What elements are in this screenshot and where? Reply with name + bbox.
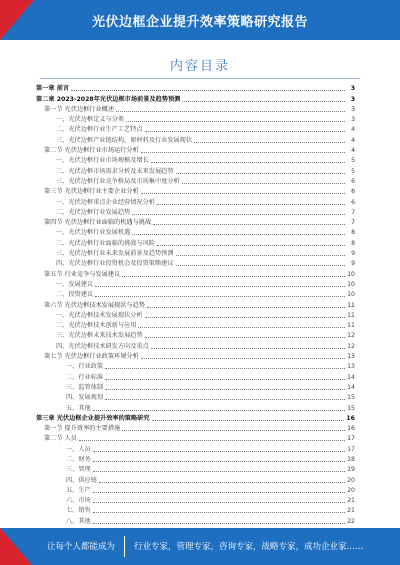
toc-entry-label: 三、光伏边框行业竞争格局及市场集中度分析 (56, 177, 180, 185)
toc-entry[interactable] (36, 464, 355, 474)
toc-entry-page: 6 (351, 188, 355, 196)
toc-entry[interactable] (36, 165, 355, 175)
toc-leader-dots (93, 522, 345, 524)
toc-entry-label: 二、财务 (66, 455, 91, 463)
toc-entry-label: 二、光伏边框行业面临的挑战与风险 (56, 239, 155, 247)
toc-entry-page: 10 (347, 280, 355, 288)
toc-entry-label: 一、光伏边框行业市场规模及增长 (56, 157, 149, 165)
toc-entry-label: 第五节 行业竞争与发展建议 (44, 270, 121, 278)
toc-entry-label: 第一节 光伏边框行业概述 (44, 105, 115, 113)
toc-entry-page: 19 (347, 466, 355, 474)
toc-leader-dots (116, 110, 345, 112)
toc-leader-dots (182, 100, 345, 102)
toc-entry[interactable] (36, 207, 355, 217)
toc-entry-label: 二、光伏边框技术创新与应用 (56, 322, 137, 330)
toc-entry[interactable] (36, 320, 355, 330)
toc-entry-page: 8 (351, 239, 355, 247)
toc-entry-page: 3 (350, 85, 355, 93)
toc-leader-dots (95, 285, 345, 287)
toc-entry-label: 第一章 前言 (36, 85, 70, 93)
toc-entry[interactable] (36, 134, 355, 144)
toc-entry-page: 3 (350, 95, 355, 103)
toc-leader-dots (141, 357, 345, 359)
toc-entry[interactable] (36, 382, 355, 392)
toc-leader-dots (157, 244, 345, 246)
toc-entry[interactable] (36, 474, 355, 484)
toc-entry[interactable] (36, 485, 355, 495)
toc-entry[interactable] (36, 423, 355, 433)
toc-leader-dots (93, 491, 345, 493)
toc-entry[interactable] (36, 299, 355, 309)
toc-entry-page: 22 (347, 517, 355, 525)
toc-entry[interactable] (36, 371, 355, 381)
toc-leader-dots (176, 254, 345, 256)
toc-entry-page: 21 (347, 497, 355, 505)
toc-entry-label: 六、市场 (66, 497, 91, 505)
toc-entry-page: 4 (351, 147, 355, 155)
toc-entry-label: 三、管理 (66, 466, 91, 474)
toc-entry[interactable] (36, 330, 355, 340)
toc-entry-page: 6 (351, 198, 355, 206)
toc-entry-page: 13 (347, 363, 355, 371)
toc-leader-dots (122, 429, 345, 431)
toc-leader-dots (132, 233, 345, 235)
toc-entry-page: 11 (347, 301, 355, 309)
toc-leader-dots (194, 141, 345, 143)
toc-leader-dots (151, 347, 345, 349)
toc-entry[interactable] (36, 505, 355, 515)
toc-entry-page: 3 (351, 116, 355, 124)
toc-entry[interactable] (36, 104, 355, 114)
toc-leader-dots (182, 182, 345, 184)
toc-entry-page: 9 (351, 260, 355, 268)
toc-entry[interactable] (36, 340, 355, 350)
toc-entry-label: 第七节 光伏边框行业政策环境分析 (44, 353, 139, 361)
toc-entry-label: 七、销售 (66, 507, 91, 515)
toc-entry[interactable] (36, 310, 355, 320)
toc-entry[interactable] (36, 495, 355, 505)
toc-entry-label: 一、发展建议 (56, 280, 94, 288)
report-title: 光伏边框企业提升效率策略研究报告 (91, 15, 308, 30)
toc-heading: 内容目录 (169, 59, 230, 74)
toc-entry-page: 7 (351, 219, 355, 227)
toc-entry-label: 一、光伏边框重点企业经营情况分析 (56, 198, 155, 206)
toc-leader-dots (105, 378, 345, 380)
toc-entry-label: 一、光伏边框技术发展现状分析 (56, 311, 143, 319)
toc-entry-label: 一、人员 (66, 445, 91, 453)
toc-leader-dots (93, 460, 345, 462)
toc-entry-page: 8 (351, 229, 355, 237)
toc-entry-page: 12 (347, 332, 355, 340)
toc-entry-label: 第二节 光伏边框行业市场运行分析 (44, 147, 139, 155)
toc-entry-label: 五、其他 (66, 404, 91, 412)
footer-slogan-right: 行业专家，管理专家，咨询专家，战略专家，成功企业家…… (134, 542, 364, 552)
toc-entry-page: 4 (351, 126, 355, 134)
toc-entry[interactable] (36, 176, 355, 186)
toc-leader-dots (93, 409, 345, 411)
toc-entry[interactable] (36, 145, 355, 155)
toc-leader-dots (71, 89, 345, 91)
toc-entry-label: 一、光伏边框行业发展机遇 (56, 229, 131, 237)
toc-entry-label: 四、供应链 (66, 476, 97, 484)
toc-leader-dots (93, 470, 345, 472)
toc-entry-page: 11 (347, 311, 355, 319)
toc-entry-label: 第二章 2023-2028年光伏边框市场前景及趋势预测 (36, 95, 181, 103)
toc-entry-page: 16 (347, 425, 355, 433)
toc-entry[interactable] (36, 155, 355, 165)
toc-entry[interactable] (36, 515, 355, 525)
toc-leader-dots (145, 130, 345, 132)
toc-entry-label: 四、发展规划 (66, 394, 104, 402)
toc-entry-page: 17 (347, 435, 355, 443)
toc-entry[interactable] (36, 93, 355, 103)
toc-entry-page: 3 (351, 105, 355, 113)
toc-leader-dots (145, 336, 345, 338)
toc-entry-label: 八、其他 (66, 517, 91, 525)
toc-entry[interactable] (36, 402, 355, 412)
toc-entry-page: 9 (351, 250, 355, 258)
toc-entry-label: 三、光伏边框行业未来发展前景及趋势预测 (56, 250, 174, 258)
toc-entry-label: 三、光伏边框未来技术发展趋势 (56, 332, 143, 340)
toc-entry-label: 二、行业标准 (66, 373, 104, 381)
toc-entry-page: 15 (347, 394, 355, 402)
toc-entry-label: 第四节 光伏边框行业面临的机遇与挑战 (44, 219, 152, 227)
toc-entry[interactable] (36, 289, 355, 299)
toc-leader-dots (93, 501, 345, 503)
toc-entry[interactable] (36, 83, 355, 93)
toc-entry-label: 第三节 光伏边框行业主要企业分析 (44, 188, 139, 196)
toc-leader-dots (176, 264, 345, 266)
toc-entry-page: 10 (347, 291, 355, 299)
toc-entry-label: 三、光伏边框产业链结构，原材料及行业发展现状 (56, 136, 193, 144)
toc-leader-dots (79, 439, 345, 441)
toc-entry[interactable] (36, 268, 355, 278)
toc-leader-dots (126, 120, 345, 122)
toc-entry[interactable] (36, 186, 355, 196)
toc-entry-page: 20 (347, 476, 355, 484)
toc-entry[interactable] (36, 351, 355, 361)
toc-entry[interactable] (36, 258, 355, 268)
toc-leader-dots (122, 275, 345, 277)
toc-entry-page: 4 (351, 136, 355, 144)
toc-entry-label: 第一节 提升效率的主要措施 (44, 425, 121, 433)
toc-leader-dots (152, 419, 345, 421)
toc-entry[interactable] (36, 443, 355, 453)
toc-entry-page: 14 (347, 383, 355, 391)
toc-entry-label: 一、行业政策 (66, 363, 104, 371)
toc-leader-dots (105, 388, 345, 390)
toc-leader-dots (93, 511, 345, 513)
toc-entry[interactable] (36, 248, 355, 258)
toc-entry[interactable] (36, 413, 355, 423)
toc-entry[interactable] (36, 124, 355, 134)
page-footer (0, 528, 400, 565)
toc-entry-page: 21 (347, 507, 355, 515)
toc-entry-label: 二、投资建议 (56, 291, 94, 299)
toc-leader-dots (151, 161, 345, 163)
toc-entry[interactable] (36, 279, 355, 289)
toc-divider (40, 78, 360, 79)
toc-leader-dots (105, 398, 345, 400)
toc-entry[interactable] (36, 114, 355, 124)
footer-red-accent (0, 528, 32, 565)
toc-entry-page: 14 (347, 373, 355, 381)
toc-entry-label: 五、生产 (66, 486, 91, 494)
toc-entry-page: 7 (351, 208, 355, 216)
toc-entry-page: 13 (347, 353, 355, 361)
toc-leader-dots (153, 223, 345, 225)
toc-entry-label: 二、光伏边框行业生产工艺特点 (56, 126, 143, 134)
toc-entry-page: 15 (347, 404, 355, 412)
toc-entry-page: 16 (346, 414, 355, 422)
toc-entry-label: 四、光伏边框技术研发方向及重点 (56, 342, 149, 350)
toc-entry-label: 第二节 人员 (44, 435, 77, 443)
toc-leader-dots (157, 203, 345, 205)
toc-leader-dots (176, 172, 345, 174)
toc-leader-dots (99, 481, 345, 483)
toc-entry-page: 10 (347, 270, 355, 278)
toc-leader-dots (95, 295, 345, 297)
toc-entry-page: 18 (347, 455, 355, 463)
toc-leader-dots (105, 367, 345, 369)
toc-entry-label: 一、光伏边框定义与分类 (56, 116, 125, 124)
toc-entry[interactable] (36, 237, 355, 247)
toc-leader-dots (141, 192, 345, 194)
toc-entry-page: 6 (351, 177, 355, 185)
toc-entry-page: 5 (351, 167, 355, 175)
toc-entry-label: 第三章 光伏边框企业提升效率的策略研究 (36, 414, 150, 422)
toc-entry-page: 20 (347, 486, 355, 494)
footer-divider (124, 536, 125, 557)
toc-entry-page: 17 (347, 445, 355, 453)
toc-entry[interactable] (36, 217, 355, 227)
toc-entry[interactable] (36, 454, 355, 464)
toc-leader-dots (93, 450, 345, 452)
toc-entry[interactable] (36, 361, 355, 371)
footer-slogan-left: 让每个人都能成为 (47, 542, 116, 552)
toc-entry-label: 三、监管体制 (66, 383, 104, 391)
toc-entry-label: 二、光伏边框市场需求分析及未来发展趋势 (56, 167, 174, 175)
toc-entry-label: 第六节 光伏边框技术发展现状与趋势 (44, 301, 145, 309)
toc-entry-label: 二、光伏边框行业发展趋势 (56, 208, 131, 216)
toc-leader-dots (132, 213, 345, 215)
toc-entry-page: 12 (347, 342, 355, 350)
toc-entry[interactable] (36, 227, 355, 237)
table-of-contents (36, 83, 355, 526)
toc-leader-dots (138, 326, 345, 328)
toc-entry[interactable] (36, 392, 355, 402)
toc-entry-page: 5 (351, 157, 355, 165)
toc-leader-dots (141, 151, 345, 153)
toc-entry-label: 四、光伏边框行业投资机会及投资策略建议 (56, 260, 174, 268)
toc-entry[interactable] (36, 196, 355, 206)
page-header (0, 0, 400, 40)
toc-leader-dots (147, 306, 345, 308)
toc-entry[interactable] (36, 433, 355, 443)
toc-entry-page: 11 (347, 322, 355, 330)
toc-leader-dots (145, 316, 345, 318)
